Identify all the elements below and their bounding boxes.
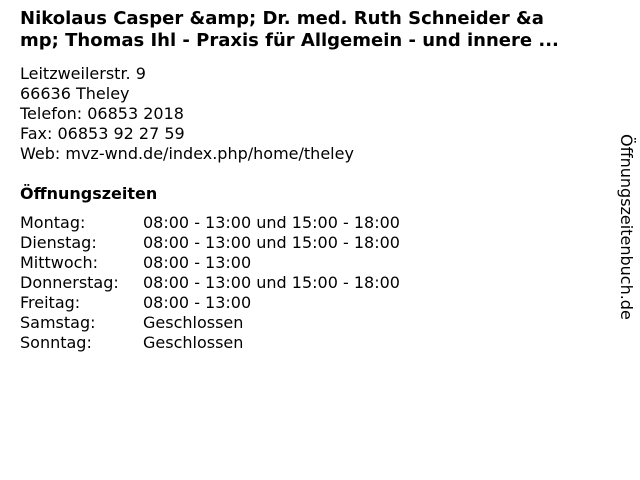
- day-label: Mittwoch:: [20, 253, 98, 272]
- hours-row-thursday: [20, 273, 400, 293]
- opening-hours-heading: Öffnungszeiten: [20, 184, 158, 203]
- day-label: Dienstag:: [20, 233, 97, 252]
- page-title: [20, 8, 620, 52]
- hours-row-monday: [20, 213, 400, 233]
- day-label: Sonntag:: [20, 333, 92, 352]
- address-block: [20, 64, 354, 164]
- time-value: Geschlossen: [143, 333, 244, 352]
- fax-number: Fax: 06853 92 27 59: [20, 124, 185, 143]
- time-value: 08:00 - 13:00 und 15:00 - 18:00: [143, 213, 400, 232]
- page-title-line-2: mp; Thomas Ihl - Praxis für Allgemein - und innere ...: [20, 30, 559, 51]
- time-value: 08:00 - 13:00 und 15:00 - 18:00: [143, 273, 400, 292]
- time-value: Geschlossen: [143, 313, 244, 332]
- city-address: 66636 Theley: [20, 84, 130, 103]
- day-label: Donnerstag:: [20, 273, 119, 292]
- opening-hours-table: [20, 213, 400, 353]
- page-title-line-1: Nikolaus Casper &amp; Dr. med. Ruth Schneider &a: [20, 8, 544, 29]
- street-address: Leitzweilerstr. 9: [20, 64, 146, 83]
- phone-number: Telefon: 06853 2018: [20, 104, 184, 123]
- day-label: Montag:: [20, 213, 86, 232]
- time-value: 08:00 - 13:00: [143, 253, 252, 272]
- hours-row-tuesday: [20, 233, 400, 253]
- website: Web: mvz-wnd.de/index.php/home/theley: [20, 144, 354, 163]
- site-watermark: Öffnungszeitenbuch.de: [617, 134, 636, 320]
- day-label: Freitag:: [20, 293, 81, 312]
- hours-row-wednesday: [20, 253, 400, 273]
- time-value: 08:00 - 13:00 und 15:00 - 18:00: [143, 233, 400, 252]
- day-label: Samstag:: [20, 313, 96, 332]
- hours-row-friday: [20, 293, 400, 313]
- hours-row-saturday: [20, 313, 400, 333]
- hours-row-sunday: [20, 333, 400, 353]
- time-value: 08:00 - 13:00: [143, 293, 252, 312]
